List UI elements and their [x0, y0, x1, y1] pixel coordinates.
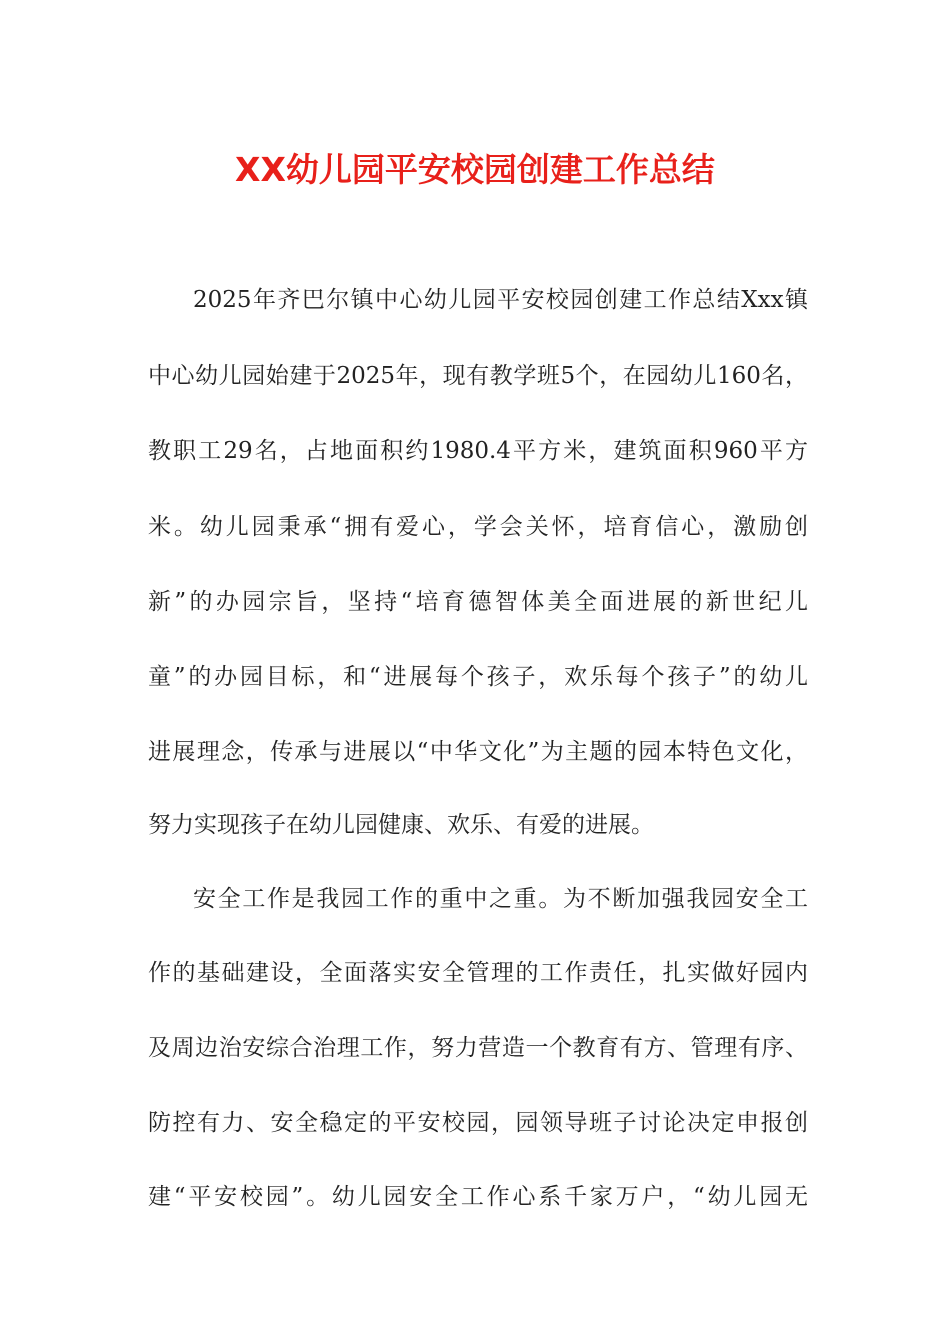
paragraph-1-line-8: 努力实现孩子在幼儿园健康、欢乐、有爱的进展。	[148, 812, 654, 838]
paragraph-2-line-4: 防控有力、安全稳定的平安校园，园领导班子讨论决定申报创	[148, 1110, 808, 1136]
paragraph-1-line-6: 童”的办园目标，和“进展每个孩子，欢乐每个孩子”的幼儿	[148, 664, 808, 690]
paragraph-1-line-3: 教职工29名，占地面积约1980.4平方米，建筑面积960平方	[148, 438, 808, 464]
paragraph-2-line-3: 及周边治安综合治理工作，努力营造一个教育有方、管理有序、	[148, 1035, 808, 1061]
paragraph-2-line-2: 作的基础建设，全面落实安全管理的工作责任，扎实做好园内	[148, 960, 808, 986]
document-title: XX幼儿园平安校园创建工作总结	[235, 150, 715, 189]
paragraph-1-line-1: 2025年齐巴尔镇中心幼儿园平安校园创建工作总结Xxx镇	[193, 287, 808, 313]
paragraph-2-line-1: 安全工作是我园工作的重中之重。为不断加强我园安全工	[193, 886, 808, 912]
paragraph-1-line-4: 米。幼儿园秉承“拥有爱心，学会关怀，培育信心，激励创	[148, 514, 808, 540]
paragraph-1-line-7: 进展理念，传承与进展以“中华文化”为主题的园本特色文化，	[148, 739, 808, 765]
paragraph-2-line-5: 建“平安校园”。幼儿园安全工作心系千家万户，“幼儿园无	[148, 1184, 808, 1210]
paragraph-1-line-5: 新”的办园宗旨，坚持“培育德智体美全面进展的新世纪儿	[148, 589, 808, 615]
paragraph-1-line-2: 中心幼儿园始建于2025年，现有教学班5个，在园幼儿160名，	[148, 363, 808, 389]
